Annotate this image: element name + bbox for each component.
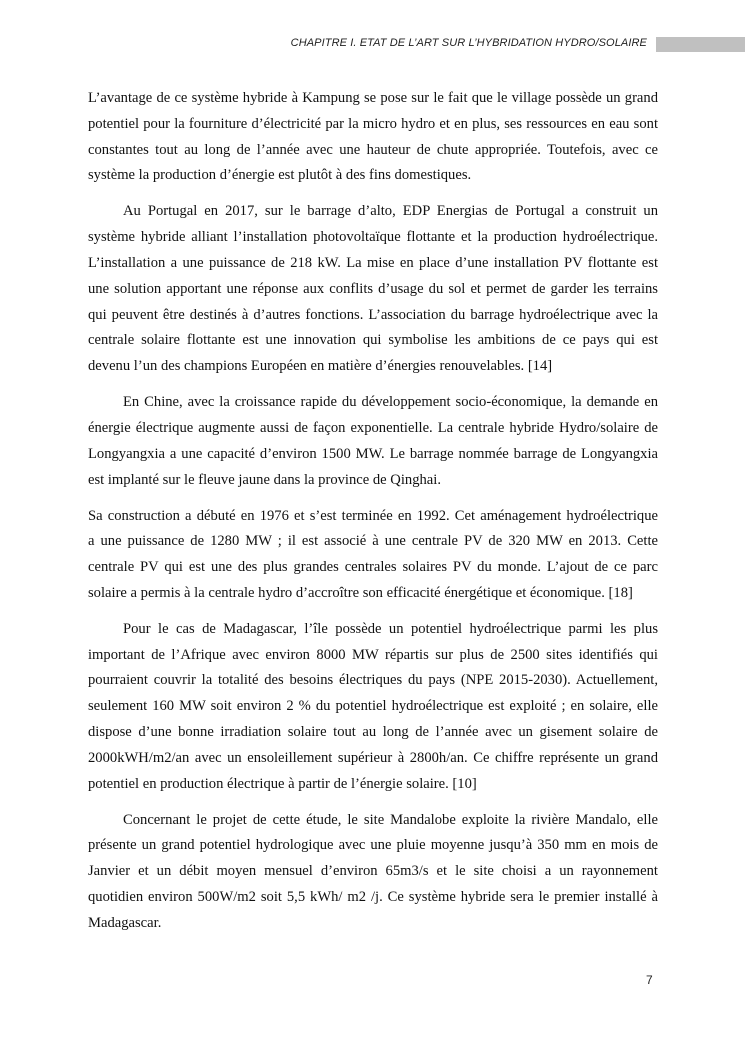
text-line: potentiel en production électrique à partir de l’énergie solaire. [10]	[88, 775, 477, 792]
text-line: énergie électrique augmente aussi de façon exponentielle. La centrale hybride Hydro/solaire de	[88, 419, 658, 436]
text-line: 2000kWH/m2/an avec un ensoleillement supérieur à 2800h/an. Ce chiffre représente un grand	[88, 749, 658, 766]
text-line: Pour le cas de Madagascar, l’île possède un potentiel hydroélectrique parmi les plus	[123, 620, 658, 637]
paragraph	[88, 808, 658, 937]
paragraph	[88, 199, 658, 380]
text-line: qui peuvent être destinés à d’autres fonctions. L’association du barrage hydroélectrique avec la	[88, 306, 658, 323]
text-line: En Chine, avec la croissance rapide du développement socio-économique, la demande en	[123, 394, 658, 411]
text-line: Sa construction a débuté en 1976 et s’est terminée en 1992. Cet aménagement hydroélectrique	[88, 507, 658, 524]
running-header	[0, 37, 745, 53]
paragraph	[88, 86, 658, 189]
chapter-title: CHAPITRE I. ETAT DE L’ART SUR L’HYBRIDATION HYDRO/SOLAIRE	[290, 37, 647, 49]
text-line: quotidien environ 500W/m2 soit 5,5 kWh/ m2 /j. Ce système hybride sera le premier installé à	[88, 889, 658, 906]
page-number: 7	[646, 973, 653, 987]
header-bar	[656, 37, 745, 52]
text-line: Janvier et un débit moyen mensuel d’environ 65m3/s et le site choisi a un rayonnement	[88, 863, 658, 880]
text-line: Longyangxia a une capacité d’environ 1500 MW. Le barrage nommée barrage de Longyangxia	[88, 445, 658, 462]
text-line: présente un grand potentiel hydrologique avec une pluie moyenne jusqu’à 350 mm en mois de	[88, 837, 658, 854]
text-line: système hybride alliant l’installation photovoltaïque flottante et la production hydroélectrique.	[88, 229, 658, 246]
text-line: une solution apportant une réponse aux conflits d’usage du sol et permet de garder les terrains	[88, 280, 658, 297]
text-line: pourraient couvrir la totalité des besoins électriques du pays (NPE 2015-2030). Actuellement,	[88, 672, 658, 689]
text-line: Au Portugal en 2017, sur le barrage d’alto, EDP Energias de Portugal a construit un	[123, 203, 658, 220]
text-line: devenu l’un des champions Européen en matière d’énergies renouvelables. [14]	[88, 358, 553, 375]
text-line: centrale solaire flottante est une innovation qui symbolise les ambitions de ce pays qui est	[88, 332, 658, 349]
text-line: a une puissance de 1280 MW ; il est associé à une centrale PV de 320 MW en 2013. Cette	[88, 533, 658, 550]
text-line: potentiel pour la fourniture d’électricité par la micro hydro et en plus, ses ressources en eau sont	[88, 115, 658, 132]
text-line: centrale PV qui est une des plus grandes centrales solaires PV du monde. L’ajout de ce parc	[88, 559, 658, 576]
text-line: constantes tout au long de l’année avec une hauteur de chute appropriée. Toutefois, avec ce	[88, 141, 658, 158]
text-line: important de l’Afrique avec environ 8000 MW répartis sur plus de 2500 sites identifiés qui	[88, 646, 658, 663]
text-line: système la production d’énergie est plutôt à des fins domestiques.	[88, 167, 472, 184]
text-line: seulement 160 MW soit environ 2 % du potentiel hydroélectrique est exploité ; en solaire, elle	[88, 698, 658, 715]
text-line: L’avantage de ce système hybride à Kampung se pose sur le fait que le village possède un grand	[88, 90, 658, 106]
paragraph	[88, 390, 658, 493]
paragraph	[88, 617, 658, 798]
text-line: Concernant le projet de cette étude, le site Mandalobe exploite la rivière Mandalo, elle	[123, 811, 658, 828]
document-body	[88, 86, 658, 947]
text-line: solaire a permis à la centrale hydro d’accroître son efficacité énergétique et économique. [18]	[88, 584, 633, 601]
text-line: Madagascar.	[88, 914, 162, 931]
paragraph	[88, 504, 658, 607]
text-line: L’installation a une puissance de 218 kW. La mise en place d’une installation PV flottante est	[88, 254, 658, 271]
text-line: dispose d’une bonne irradiation solaire tout au long de l’année avec un gisement solaire de	[88, 724, 658, 741]
text-line: est implanté sur le fleuve jaune dans la province de Qinghai.	[88, 471, 441, 488]
